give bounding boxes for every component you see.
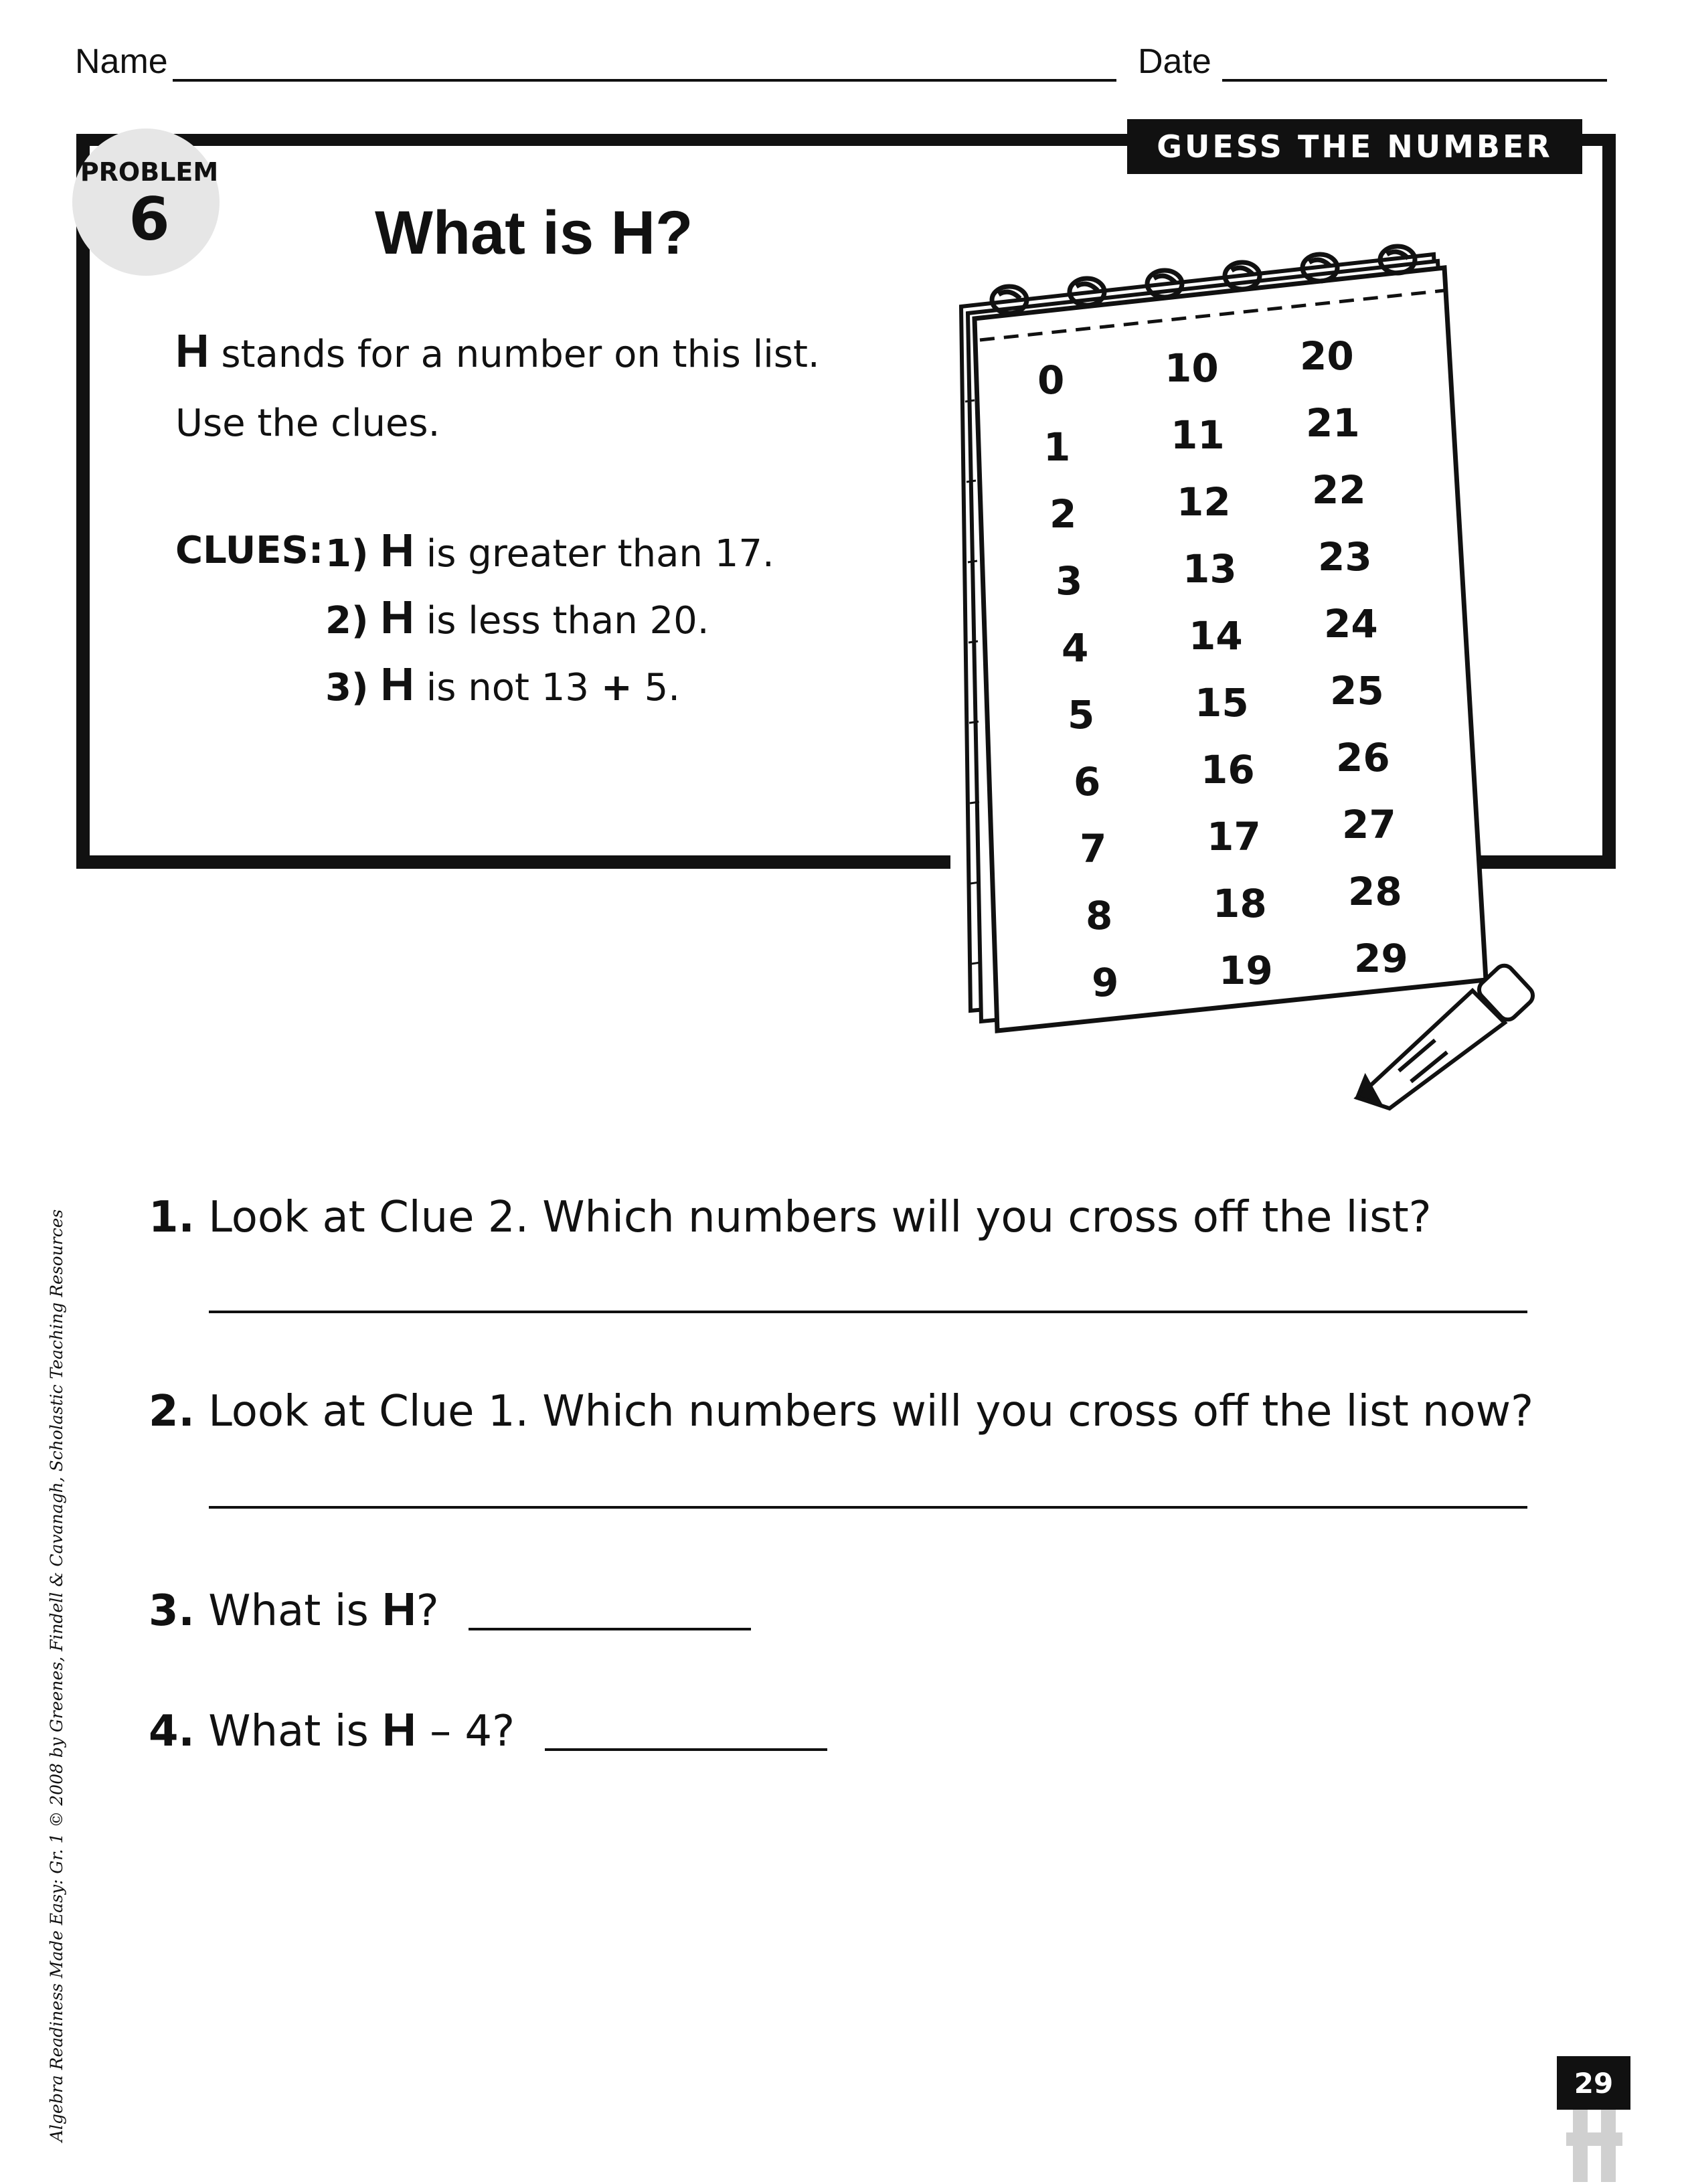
clue-3-variable: H bbox=[380, 658, 414, 710]
question-3-text: What is bbox=[208, 1586, 369, 1636]
question-4-suffix: – 4? bbox=[430, 1707, 515, 1756]
intro-text: stands for a number on this list. bbox=[221, 333, 820, 376]
clue-3 bbox=[325, 657, 680, 711]
clue-2 bbox=[325, 590, 709, 644]
question-3 bbox=[149, 1582, 439, 1636]
notepad-number: 9 bbox=[1092, 960, 1119, 1005]
intro-line-1 bbox=[175, 324, 820, 377]
question-2-number: 2. bbox=[149, 1387, 195, 1436]
page-title: What is H? bbox=[375, 199, 693, 267]
intro-line-2: Use the clues. bbox=[175, 402, 440, 445]
notepad-number: 21 bbox=[1306, 400, 1360, 446]
notepad-number: 15 bbox=[1195, 680, 1249, 726]
clue-2-text: is less than 20. bbox=[426, 599, 709, 643]
question-4-number: 4. bbox=[149, 1707, 195, 1756]
notepad-number: 19 bbox=[1219, 948, 1273, 993]
notepad-number: 12 bbox=[1177, 479, 1231, 525]
clue-3-operator: + bbox=[600, 666, 633, 709]
question-1-number: 1. bbox=[149, 1193, 195, 1242]
question-2-text: Look at Clue 1. Which numbers will you cross off the list now? bbox=[208, 1387, 1534, 1436]
notepad-number: 16 bbox=[1201, 747, 1255, 792]
problem-number: 6 bbox=[129, 185, 170, 254]
notepad-number: 4 bbox=[1062, 625, 1089, 671]
question-1-text: Look at Clue 2. Which numbers will you cross off the list? bbox=[208, 1193, 1432, 1242]
notepad-number: 24 bbox=[1324, 601, 1378, 647]
clue-1-variable: H bbox=[380, 524, 414, 576]
page-corner-bar-3 bbox=[1566, 2132, 1622, 2146]
notepad-number: 29 bbox=[1354, 936, 1408, 981]
notepad-number: 25 bbox=[1330, 668, 1384, 713]
notepad-number: 10 bbox=[1165, 345, 1219, 391]
date-field[interactable] bbox=[1222, 79, 1607, 82]
notepad-number: 7 bbox=[1080, 826, 1107, 871]
intro-variable: H bbox=[175, 325, 209, 377]
clue-2-variable: H bbox=[380, 591, 414, 643]
question-4-text: What is bbox=[208, 1707, 369, 1756]
notepad-number: 11 bbox=[1171, 412, 1225, 458]
notepad-number: 8 bbox=[1086, 893, 1113, 938]
question-3-variable: H bbox=[382, 1583, 416, 1635]
answer-4-line[interactable] bbox=[545, 1748, 827, 1751]
page-number: 29 bbox=[1557, 2056, 1630, 2110]
notepad-number: 6 bbox=[1074, 759, 1101, 805]
notepad-number: 17 bbox=[1207, 814, 1261, 859]
notepad-number: 14 bbox=[1189, 613, 1243, 659]
notepad-number: 1 bbox=[1043, 424, 1071, 470]
notepad-number: 27 bbox=[1342, 802, 1396, 847]
notepad-number: 22 bbox=[1312, 467, 1366, 513]
question-4 bbox=[149, 1703, 515, 1756]
clue-1 bbox=[325, 523, 774, 577]
name-label: Name bbox=[75, 42, 168, 81]
answer-2-line[interactable] bbox=[209, 1506, 1527, 1509]
clue-3-text-after: 5. bbox=[644, 666, 681, 709]
copyright-credit: Algebra Readiness Made Easy: Gr. 1 © 2008 by Greenes, Findell & Cavanagh, Scholastic Teaching Resources bbox=[47, 1209, 66, 2142]
section-tag: GUESS THE NUMBER bbox=[1127, 119, 1582, 174]
notepad-number: 0 bbox=[1037, 357, 1065, 403]
notepad-number: 28 bbox=[1348, 869, 1402, 914]
question-3-number: 3. bbox=[149, 1586, 195, 1636]
clues-heading: CLUES: bbox=[175, 529, 324, 572]
clue-2-number: 2) bbox=[325, 599, 369, 643]
notepad-number: 26 bbox=[1336, 735, 1390, 780]
clue-3-number: 3) bbox=[325, 666, 369, 709]
notepad-illustration bbox=[937, 228, 1553, 1124]
notepad-number: 3 bbox=[1056, 558, 1083, 604]
question-4-variable: H bbox=[382, 1703, 416, 1756]
question-2 bbox=[149, 1387, 1533, 1436]
question-1 bbox=[149, 1193, 1432, 1242]
name-field[interactable] bbox=[173, 79, 1116, 82]
clue-1-number: 1) bbox=[325, 532, 369, 576]
notepad-number: 23 bbox=[1318, 534, 1372, 580]
notepad-number: 18 bbox=[1213, 881, 1267, 926]
date-label: Date bbox=[1138, 42, 1211, 81]
notepad-number: 20 bbox=[1300, 333, 1354, 379]
notepad-number: 13 bbox=[1183, 546, 1237, 592]
problem-label: PROBLEM bbox=[80, 157, 219, 187]
clue-1-text: is greater than 17. bbox=[426, 532, 774, 576]
notepad-number: 5 bbox=[1068, 692, 1095, 738]
question-3-suffix: ? bbox=[416, 1586, 439, 1636]
notepad-number: 2 bbox=[1049, 491, 1077, 537]
clue-3-text-before: is not 13 bbox=[426, 666, 590, 709]
answer-3-line[interactable] bbox=[469, 1628, 751, 1630]
answer-1-line[interactable] bbox=[209, 1311, 1527, 1313]
